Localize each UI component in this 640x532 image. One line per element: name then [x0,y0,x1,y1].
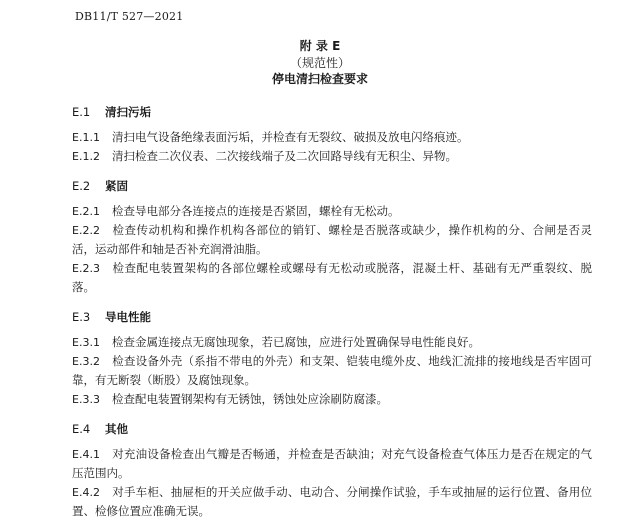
clause-number: E.4.2 [72,486,100,499]
clause [72,352,592,390]
clause [72,445,592,483]
annex-nature: （规范性） [289,56,350,70]
clause-text: 检查导电部分各连接点的连接是否紧固，螺栓有无松动。 [112,204,400,218]
section-number: E.2 [72,179,91,193]
clause-number: E.1.1 [72,131,100,144]
clause-number: E.3.3 [72,393,100,406]
document-code: DB11/T 527—2021 [75,10,184,23]
section-title: 导电性能 [105,310,151,324]
clause-text: 检查配电装置钢架构有无锈蚀，锈蚀处应涂刷防腐漆。 [112,392,388,406]
section-heading [72,103,592,122]
clause [72,333,592,352]
clause [72,128,592,147]
clause [72,483,592,521]
section-number: E.4 [72,422,91,436]
section-number: E.3 [72,310,91,324]
clause-text: 检查传动机构和操作机构各部位的销钉、螺栓是否脱落或缺少，操作机构的分、合闸是否灵活，运动部件和轴是否补充润滑油脂。 [72,223,592,256]
section-e2 [72,177,592,297]
clause-number: E.3.2 [72,355,100,368]
annex-label: 附 录 E [299,39,341,53]
clause-number: E.2.2 [72,224,100,237]
section-heading [72,420,592,439]
annex-content [72,103,592,532]
section-heading [72,308,592,327]
clause-number: E.2.1 [72,205,100,218]
clause-number: E.1.2 [72,150,100,163]
clause [72,390,592,409]
clause-text: 检查配电装置架构的各部位螺栓或螺母有无松动或脱落，混凝土杆、基础有无严重裂纹、脱落。 [72,261,592,294]
clause-number: E.2.3 [72,262,100,275]
section-heading [72,177,592,196]
clause-text: 检查金属连接点无腐蚀现象，若已腐蚀，应进行处置确保导电性能良好。 [112,335,480,349]
clause [72,147,592,166]
section-e4 [72,420,592,521]
annex-subject: 停电清扫检查要求 [271,72,368,86]
clause [72,259,592,297]
section-title: 清扫污垢 [105,105,151,119]
clause-number: E.4.1 [72,448,100,461]
clause-text: 清扫电气设备绝缘表面污垢，并检查有无裂纹、破损及放电闪络痕迹。 [112,130,469,144]
section-e3 [72,308,592,409]
clause [72,202,592,221]
clause-text: 对充油设备检查出气瓣是否畅通，并检查是否缺油；对充气设备检查气体压力是否在规定的气压范围内。 [72,447,592,480]
clause [72,221,592,259]
clause-text: 清扫检查二次仪表、二次接线端子及二次回路导线有无积尘、异物。 [112,149,457,163]
section-e1 [72,103,592,166]
clause-text: 检查设备外壳（系指不带电的外壳）和支架、铠装电缆外皮、地线汇流排的接地线是否牢固可靠，有无断裂（断股）及腐蚀现象。 [72,354,592,387]
section-title: 紧固 [105,179,128,193]
clause-number: E.3.1 [72,336,100,349]
clause-text: 对手车柜、抽屉柜的开关应做手动、电动合、分闸操作试验，手车或抽屉的运行位置、备用位置、检修位置应准确无误。 [72,485,592,518]
section-title: 其他 [105,422,128,436]
section-number: E.1 [72,105,91,119]
